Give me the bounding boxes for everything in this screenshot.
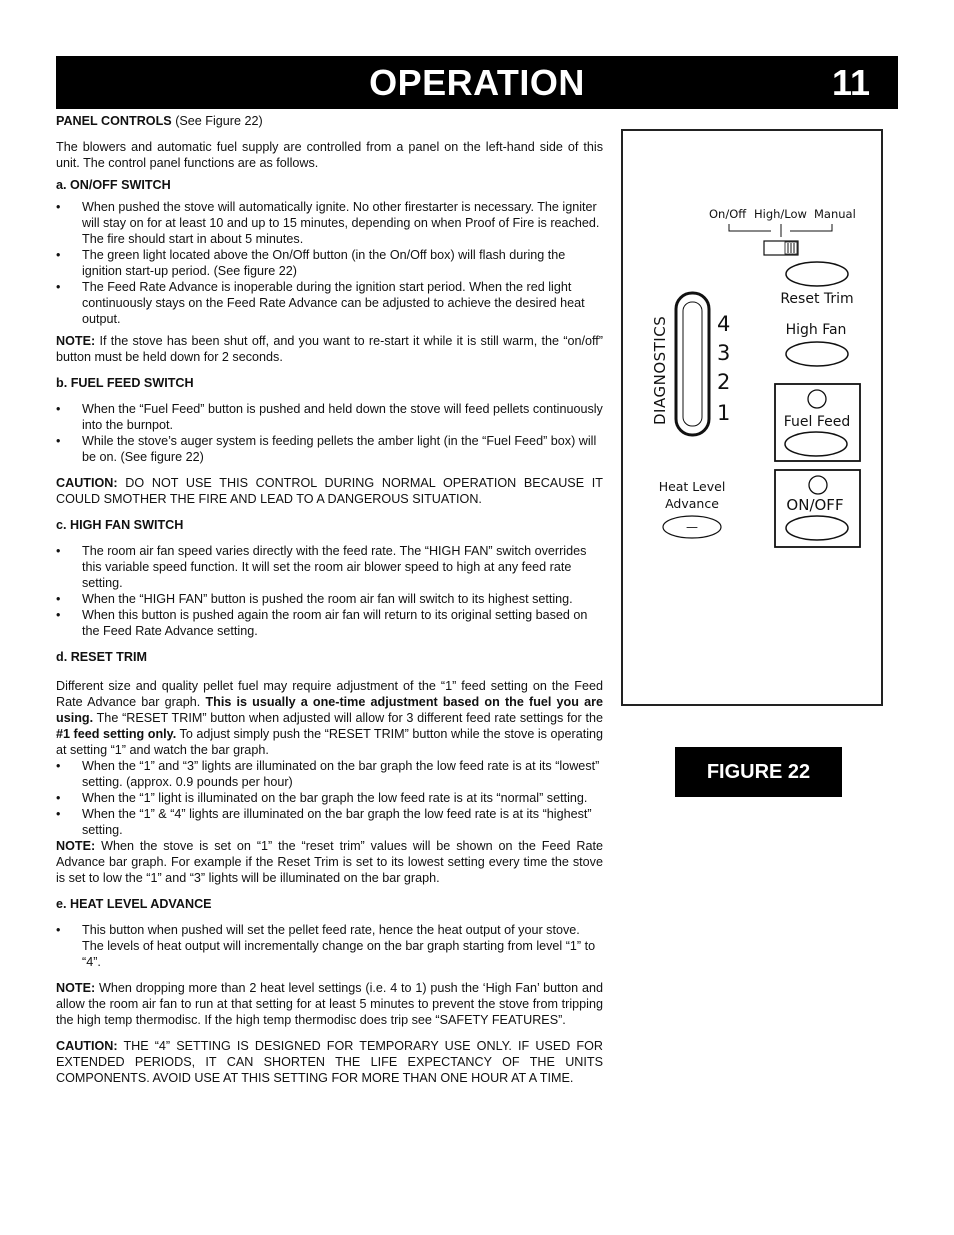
switch-indicator-left [729,224,771,231]
heat-level-label-line-2: Advance [665,496,719,511]
on-off-green-light [809,476,827,494]
list-item: • While the stove’s auger system is feeding pellets the amber light (in the “Fuel Feed” box) will be on. (See figure 22) [56,433,603,465]
panel-controls-heading: PANEL CONTROLS (See Figure 22) [56,114,263,128]
heat-level-button-symbol: — [686,520,698,534]
list-item: • When the “HIGH FAN” button is pushed the room air fan will switch to its highest setting. [56,591,603,607]
page-title: OPERATION [369,62,585,103]
reset-trim-label: Reset Trim [780,291,854,307]
diagnostic-level-2: 2 [717,370,731,394]
mode-slide-switch[interactable] [764,241,798,255]
list-item: • The green light located above the On/Off button (in the On/Off box) will flash during the ignition start-up period. (See figure 22) [56,247,603,279]
on-off-list [56,199,603,327]
fuel-feed-list [56,401,603,465]
page-number: 11 [831,62,870,103]
reset-trim-heading: d. RESET TRIM [56,650,147,664]
list-item: • This button when pushed will set the pellet feed rate, hence the heat output of your stove. The levels of heat output will incrementally change on the bar graph starting from level “1” to “4”. [56,922,603,970]
figure-label: FIGURE 22 [675,747,842,797]
diagnostic-level-1: 1 [717,401,731,425]
page-header [56,56,898,109]
high-fan-heading: c. HIGH FAN SWITCH [56,518,184,532]
reset-trim-paragraph: Different size and quality pellet fuel may require adjustment of the “1” feed setting on the Feed Rate Advance bar graph. This is usually a one-time adjustment based on the fuel you are using. The “RESET TRIM” button when adjusted will allow for 3 different feed rate settings for the #1 feed setting only. To adjust simply push the “RESET TRIM” button while the stove is operating at setting “1” and watch the bar graph. [56,679,604,757]
high-fan-label: High Fan [785,322,847,338]
diagnostics-label: DIAGNOSTICS [651,315,669,425]
heat-level-label-line-1: Heat Level [658,479,726,494]
high-fan-button[interactable] [786,342,848,366]
control-panel-figure [621,129,883,706]
fuel-feed-label: Fuel Feed [783,414,851,430]
fuel-feed-heading: b. FUEL FEED SWITCH [56,376,194,390]
reset-trim-note: NOTE: When the stove is set on “1” the “reset trim” values will be shown on the Feed Rate Advance bar graph. For example if the Reset Trim is set to its lowest setting every time the stove is set to low the “1” and “3” lights will be illuminated on the bar graph. [56,839,603,885]
fuel-feed-amber-light [808,390,826,408]
reset-trim-button[interactable] [786,262,848,286]
switch-label-manual: Manual [814,207,856,221]
list-item: • When the “1” and “3” lights are illuminated on the bar graph the low feed rate is at its “lowest” setting. (approx. 0.9 pounds per hour) [56,758,603,790]
on-off-heading: a. ON/OFF SWITCH [56,178,171,192]
switch-label-high-low: High/Low [754,207,807,221]
heat-level-heading: e. HEAT LEVEL ADVANCE [56,897,212,911]
fuel-feed-caution: CAUTION: DO NOT USE THIS CONTROL DURING NORMAL OPERATION BECAUSE IT COULD SMOTHER THE FIRE AND LEAD TO A DANGEROUS SITUATION. [56,476,603,506]
list-item: • When pushed the stove will automatically ignite. No other firestarter is necessary. The igniter will stay on for at least 10 and up to 15 minutes, depending on when Proof of Fire is reached. The fire should start in about 5 minutes. [56,199,603,247]
reset-trim-list [56,758,603,838]
diagnostic-level-4: 4 [717,312,731,336]
control-panel-diagram [623,131,881,704]
heat-level-note: NOTE: When dropping more than 2 heat level settings (i.e. 4 to 1) push the ‘High Fan’ button and allow the room air fan to run at that setting for at least 5 minutes to prevent the stove from tripping the high temp thermodisc. If the high temp thermodisc does trip see “SAFETY FEATURES”. [56,981,603,1027]
list-item: • The Feed Rate Advance is inoperable during the ignition start period. When the red light continuously stays on the Feed Rate Advance can be adjusted to achieve the desired heat output. [56,279,603,327]
list-item: • The room air fan speed varies directly with the feed rate. The “HIGH FAN” switch overrides this variable speed function. It will set the room air blower speed to high at any feed rate setting. [56,543,603,591]
high-fan-list [56,543,603,639]
heat-level-caution: CAUTION: THE “4” SETTING IS DESIGNED FOR TEMPORARY USE ONLY. IF USED FOR EXTENDED PERIODS, IT CAN SHORTEN THE LIFE EXPECTANCY OF THE UNITS COMPONENTS. AVOID USE AT THIS SETTING FOR MORE THAN ONE HOUR AT A TIME. [56,1039,603,1085]
panel-controls-intro: The blowers and automatic fuel supply are controlled from a panel on the left-hand side of this unit. The control panel functions are as follows. [56,140,603,170]
list-item: • When this button is pushed again the room air fan will return to its original setting based on the Feed Rate Advance setting. [56,607,603,639]
list-item: • When the “Fuel Feed” button is pushed and held down the stove will feed pellets continuously into the burnpot. [56,401,603,433]
on-off-note: NOTE: If the stove has been shut off, and you want to re-start it while it is still warm, the “on/off” button must be held down for 2 seconds. [56,334,603,364]
fuel-feed-button[interactable] [785,432,847,456]
main-content [56,113,603,1086]
on-off-button[interactable] [786,516,848,540]
switch-label-on-off: On/Off [709,207,747,221]
list-item: • When the “1” light is illuminated on the bar graph the low feed rate is at its “normal” setting. [56,790,603,806]
heat-level-list [56,922,603,970]
diagnostics-bar-inner [683,302,702,426]
diagnostic-level-3: 3 [717,341,731,365]
on-off-label: ON/OFF [786,496,844,514]
switch-indicator-right [790,224,832,231]
list-item: • When the “1” & “4” lights are illuminated on the bar graph the low feed rate is at its “highest” setting. [56,806,603,838]
